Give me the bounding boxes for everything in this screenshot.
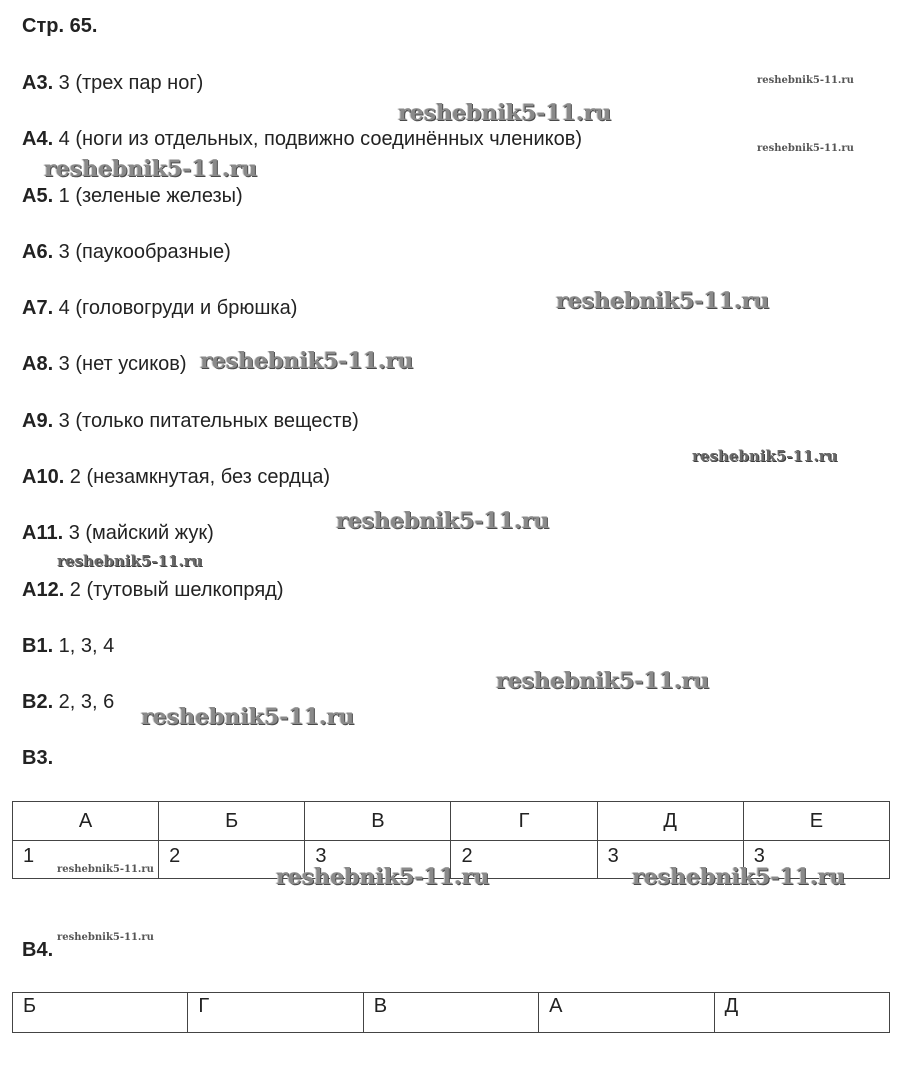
answer-a3 — [22, 71, 203, 95]
watermark: reshebnik5-11.ru — [757, 75, 854, 86]
answer-label: А11. — [22, 522, 64, 544]
answer-label: А7. — [22, 297, 54, 319]
answer-text: 1, 3, 4 — [53, 635, 115, 657]
table-row — [13, 993, 890, 1033]
answer-label: А12. — [22, 579, 65, 601]
table-cell: 2 — [159, 841, 305, 879]
answer-text: 4 (ноги из отдельных, подвижно соединённых члеников) — [53, 128, 583, 150]
answer-text: 4 (головогруди и брюшка) — [53, 297, 298, 319]
table-cell: 3 — [743, 841, 889, 879]
answer-text: 3 (только питательных веществ) — [53, 410, 359, 432]
answer-label: А3. — [22, 72, 54, 94]
table-header-cell: Б — [159, 802, 305, 841]
b4-answer-table — [12, 992, 890, 1033]
table-header-cell: Д — [597, 802, 743, 841]
watermark: reshebnik5-11.ru — [276, 864, 490, 890]
table-header-cell: А — [13, 802, 159, 841]
table-cell: 2 — [451, 841, 597, 879]
watermark: reshebnik5-11.ru — [496, 668, 710, 694]
answer-a12 — [22, 578, 283, 602]
table-cell: Б — [13, 993, 188, 1033]
watermark: reshebnik5-11.ru — [57, 552, 203, 570]
watermark: reshebnik5-11.ru — [57, 864, 154, 875]
answer-label: А6. — [22, 241, 54, 263]
answer-a6 — [22, 240, 231, 264]
answer-a5 — [22, 184, 243, 208]
table-header-cell: Г — [451, 802, 597, 841]
answer-a8 — [22, 352, 187, 376]
table-cell: А — [539, 993, 714, 1033]
answer-label: В1. — [22, 635, 54, 657]
table-cell: 3 — [305, 841, 451, 879]
watermark: reshebnik5-11.ru — [44, 156, 258, 182]
answer-text: 3 (паукообразные) — [53, 241, 231, 263]
answer-label: А9. — [22, 410, 54, 432]
answer-text: 2, 3, 6 — [53, 691, 115, 713]
watermark: reshebnik5-11.ru — [141, 704, 355, 730]
answer-a7 — [22, 296, 297, 320]
answer-label: В3. — [22, 747, 54, 769]
answer-label: А5. — [22, 185, 54, 207]
watermark: reshebnik5-11.ru — [200, 348, 414, 374]
answer-a9 — [22, 409, 359, 433]
answer-text: 1 (зеленые железы) — [53, 185, 243, 207]
answer-b3 — [22, 746, 53, 770]
answer-text: 3 (нет усиков) — [53, 353, 187, 375]
answer-b4: В4. — [22, 939, 54, 961]
watermark: reshebnik5-11.ru — [632, 864, 846, 890]
watermark: reshebnik5-11.ru — [57, 932, 154, 943]
page-title: Стр. 65. — [22, 15, 98, 37]
table-cell: Г — [188, 993, 363, 1033]
watermark: reshebnik5-11.ru — [336, 508, 550, 534]
answer-label: А8. — [22, 353, 54, 375]
answer-text: 2 (тутовый шелкопряд) — [64, 579, 284, 601]
answer-label: А4. — [22, 128, 54, 150]
answer-a4 — [22, 127, 582, 151]
watermark: reshebnik5-11.ru — [757, 143, 854, 154]
answer-b2 — [22, 690, 114, 714]
table-header-cell: Е — [743, 802, 889, 841]
table-cell: 3 — [597, 841, 743, 879]
answer-label: А10. — [22, 466, 65, 488]
answer-a10 — [22, 465, 330, 489]
table-cell: 1 — [13, 841, 159, 879]
watermark: reshebnik5-11.ru — [692, 447, 838, 465]
answer-text: 3 (майский жук) — [63, 522, 214, 544]
answer-text: 3 (трех пар ног) — [53, 72, 204, 94]
watermark: reshebnik5-11.ru — [556, 288, 770, 314]
table-cell: В — [363, 993, 538, 1033]
table-header-row — [13, 802, 890, 841]
table-cell: Д — [714, 993, 889, 1033]
table-header-cell: В — [305, 802, 451, 841]
answer-a11 — [22, 521, 214, 545]
watermark: reshebnik5-11.ru — [398, 100, 612, 126]
answer-text: 2 (незамкнутая, без сердца) — [64, 466, 331, 488]
answer-label: В2. — [22, 691, 54, 713]
answer-b1 — [22, 634, 114, 658]
